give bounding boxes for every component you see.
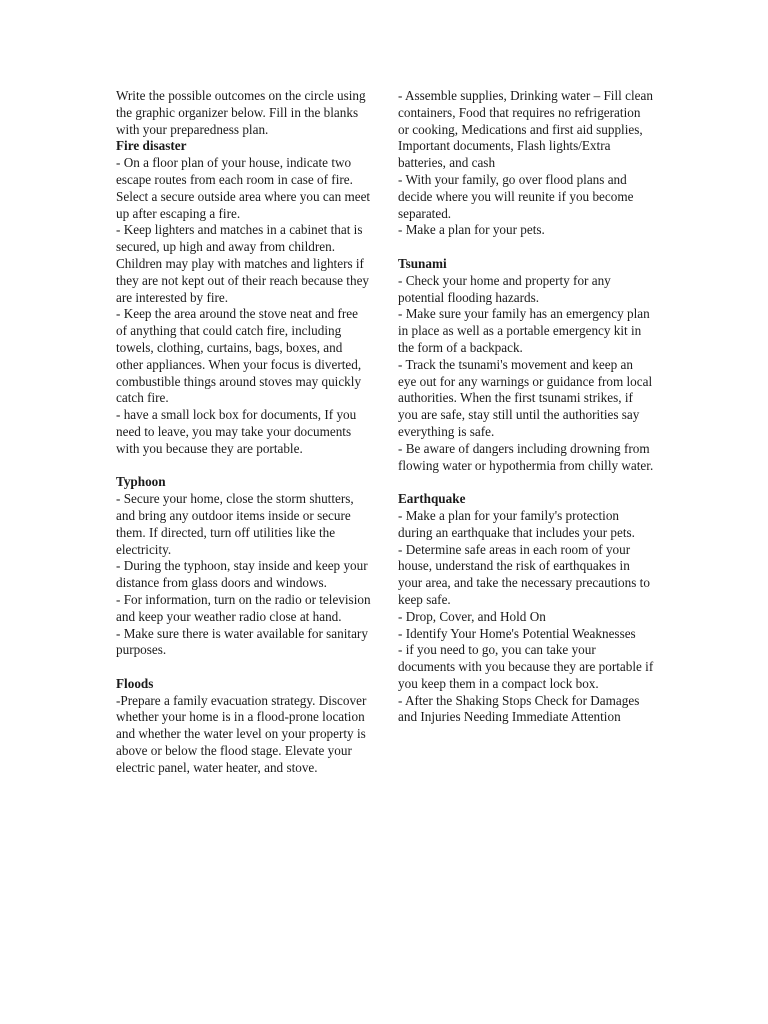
tsunami-item: - Be aware of dangers including drowning from flowing water or hypothermia from chilly water. <box>398 440 654 473</box>
earthquake-heading: Earthquake <box>398 491 466 507</box>
earthquake-item: - After the Shaking Stops Check for Damages and Injuries Needing Immediate Attention <box>398 692 640 725</box>
section-gap <box>398 474 654 491</box>
floods-item: - Make a plan for your pets. <box>398 222 545 238</box>
section-gap <box>116 458 372 475</box>
left-column <box>116 88 372 777</box>
fire-item: - Keep the area around the stove neat and free of anything that could catch fire, including towels, clothing, curtains, bags, boxes, and other appliances. When your focus is diverted, combustible things around stoves may quickly catch fire. <box>116 306 362 406</box>
typhoon-heading: Typhoon <box>116 474 166 490</box>
typhoon-item: - For information, turn on the radio or television and keep your weather radio close at hand. <box>116 591 371 624</box>
intro-paragraph: Write the possible outcomes on the circle using the graphic organizer below. Fill in the blanks with your preparedness plan. <box>116 88 366 137</box>
floods-item: - With your family, go over flood plans and decide where you will reunite if you become separated. <box>398 171 634 221</box>
tsunami-heading: Tsunami <box>398 255 447 271</box>
fire-disaster-heading: Fire disaster <box>116 138 187 154</box>
earthquake-item: - Make a plan for your family's protection during an earthquake that includes your pets. <box>398 507 635 540</box>
floods-item: - Assemble supplies, Drinking water – Fill clean containers, Food that requires no refrigeration or cooking, Medications and first aid supplies, Important documents, Flash lights/Extra batteries, and cash <box>398 88 653 171</box>
typhoon-item: - During the typhoon, stay inside and keep your distance from glass doors and windows. <box>116 558 368 591</box>
tsunami-item: - Track the tsunami's movement and keep an eye out for any warnings or guidance from local authorities. When the first tsunami strikes, if you are safe, stay still until the authorities say everything is safe. <box>398 356 653 439</box>
section-gap <box>398 239 654 256</box>
tsunami-item: - Check your home and property for any potential flooding hazards. <box>398 272 611 305</box>
fire-item: - have a small lock box for documents, If you need to leave, you may take your documents with you because they are portable. <box>116 407 357 456</box>
earthquake-item: - Identify Your Home's Potential Weaknesses <box>398 625 636 641</box>
floods-item: -Prepare a family evacuation strategy. Discover whether your home is in a flood-prone location and whether the water level on your property is above or below the flood stage. Elevate your electric panel, water heater, and stove. <box>116 692 367 775</box>
earthquake-item: - Drop, Cover, and Hold On <box>398 608 546 624</box>
floods-heading: Floods <box>116 675 154 691</box>
section-gap <box>116 659 372 676</box>
typhoon-item: - Make sure there is water available for sanitary purposes. <box>116 625 368 658</box>
fire-item: - Keep lighters and matches in a cabinet that is secured, up high and away from children. Children may play with matches and lighters if they are not kept out of their reach because they are interested by fire. <box>116 222 370 305</box>
tsunami-item: - Make sure your family has an emergency plan in place as well as a portable emergency kit in the form of a backpack. <box>398 306 650 355</box>
typhoon-item: - Secure your home, close the storm shutters, and bring any outdoor items inside or secure them. If directed, turn off utilities like the electricity. <box>116 491 354 557</box>
earthquake-item: - if you need to go, you can take your documents with you because they are portable if you keep them in a compact lock box. <box>398 642 654 691</box>
right-column <box>398 88 654 726</box>
earthquake-item: - Determine safe areas in each room of your house, understand the risk of earthquakes in your area, and take the necessary precautions to keep safe. <box>398 541 650 607</box>
fire-item: - On a floor plan of your house, indicate two escape routes from each room in case of fire. Select a secure outside area where you can meet up after escaping a fire. <box>116 155 371 221</box>
